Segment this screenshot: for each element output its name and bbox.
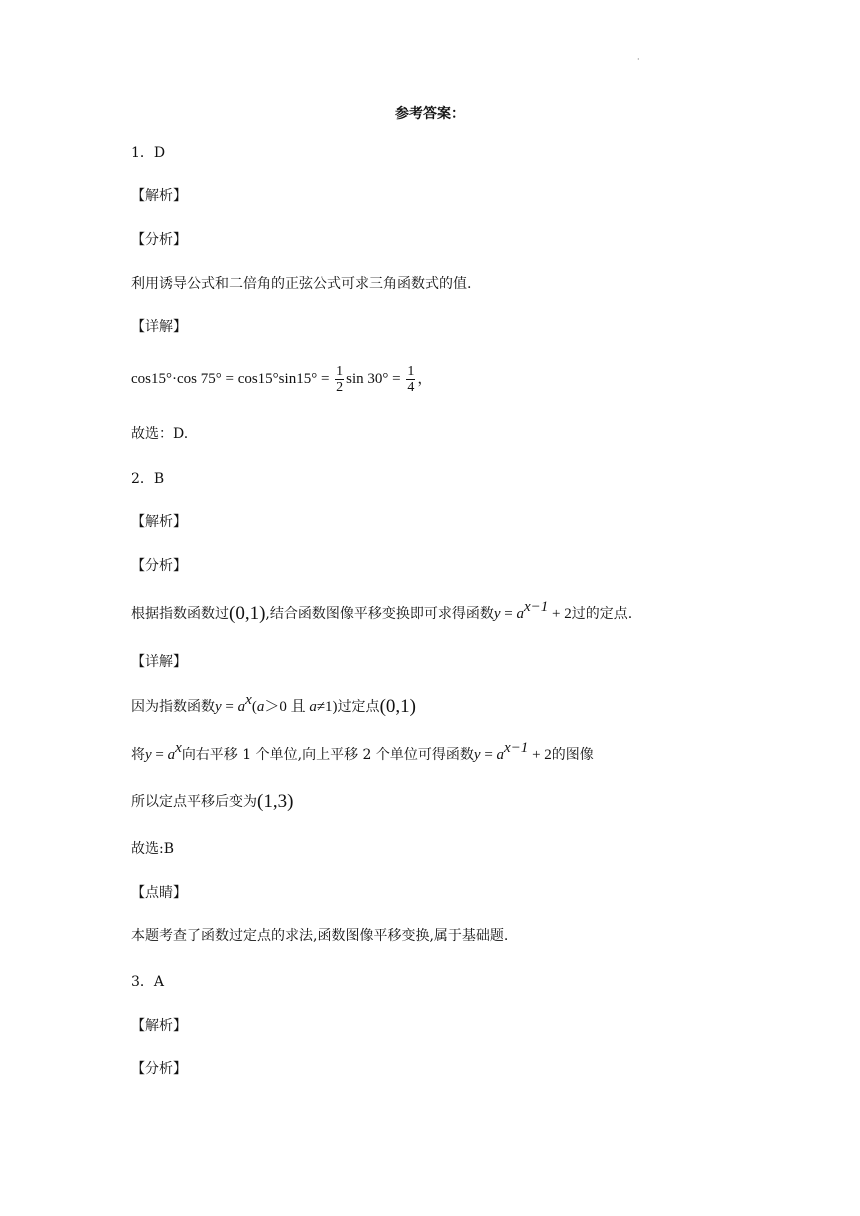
q2-fenxi-text xyxy=(131,599,633,624)
q2-answer: 故选:B xyxy=(131,841,175,857)
q3-fenxi-label: 【分析】 xyxy=(131,1061,187,1077)
q2-xiangjie-label: 【详解】 xyxy=(131,654,187,670)
q1-formula-part1: cos15°·cos 75° = cos15°sin15° = xyxy=(131,370,334,387)
q2-fenxi-eq: = xyxy=(500,606,517,622)
q2-dianjing-text: 本题考查了函数过定点的求法,函数图像平移变换,属于基础题. xyxy=(131,928,509,944)
q2-fenxi-point: (0,1) xyxy=(229,603,266,624)
q2-fenxi-exponent: x−1 xyxy=(524,599,549,615)
q1-formula-tail: ， xyxy=(417,370,433,387)
q1-frac1-denominator: 2 xyxy=(336,380,344,395)
q2-line1-eq: = xyxy=(221,699,238,715)
q1-number: 1．D xyxy=(131,145,166,161)
q2-line2-eq: = xyxy=(151,747,168,763)
q1-fraction-half xyxy=(335,364,344,395)
q3-number: 3．A xyxy=(131,974,165,990)
q2-line2-text-c: 的图像 xyxy=(551,747,594,763)
q2-detail-line1 xyxy=(131,692,416,717)
q2-line2-y: y xyxy=(145,747,152,763)
q2-line1-point: (0,1) xyxy=(379,696,416,717)
q2-fenxi-base: a xyxy=(516,606,524,622)
q2-line1-cond-a: a xyxy=(256,699,265,715)
page-title: 参考答案： xyxy=(395,106,465,122)
q1-jiexi-label: 【解析】 xyxy=(131,188,187,204)
q2-jiexi-label: 【解析】 xyxy=(131,514,187,530)
page-dot: · xyxy=(637,55,640,64)
q2-fenxi-part-a: 根据指数函数过 xyxy=(131,606,229,622)
q1-frac1-numerator: 1 xyxy=(336,364,344,379)
q1-frac2-denominator: 4 xyxy=(407,380,415,395)
q2-line2-exponent2: x−1 xyxy=(504,740,529,756)
q2-number: 2．B xyxy=(131,471,165,487)
q2-line1-cond-ne: ≠1) xyxy=(316,699,338,715)
q2-line2-y2: y xyxy=(473,747,481,763)
q2-line2-plus: + 2 xyxy=(528,747,552,763)
q1-frac2-numerator: 1 xyxy=(407,364,415,379)
q2-line1-base: a xyxy=(237,699,246,715)
q1-fenxi-label: 【分析】 xyxy=(131,232,187,248)
q2-line3-point: (1,3) xyxy=(257,791,294,812)
q2-line1-cond-open: ( xyxy=(251,699,257,715)
q2-line2-exponent: x xyxy=(175,740,182,756)
q2-line2-text-a: 将 xyxy=(131,747,145,763)
q2-line2-eq2: = xyxy=(480,747,497,763)
q1-formula-part2: sin 30° = xyxy=(346,370,405,387)
q1-xiangjie-label: 【详解】 xyxy=(131,319,187,335)
q2-fenxi-y: y xyxy=(493,606,501,622)
q2-dianjing-label: 【点睛】 xyxy=(131,885,187,901)
q2-fenxi-plus: + 2 xyxy=(548,606,572,622)
q2-fenxi-part-c: 过的定点. xyxy=(571,606,633,622)
q2-line2-base: a xyxy=(167,747,176,763)
q3-jiexi-label: 【解析】 xyxy=(131,1018,187,1034)
q2-line1-text-a: 因为指数函数 xyxy=(131,699,215,715)
q2-detail-line3 xyxy=(131,792,293,812)
q2-detail-line2 xyxy=(131,740,594,765)
q2-line1-cond-a2: a xyxy=(309,699,317,715)
q1-fenxi-text: 利用诱导公式和二倍角的正弦公式可求三角函数式的值. xyxy=(131,276,472,292)
q2-line1-text-b: 过定点 xyxy=(337,699,380,715)
q2-line2-text-b: 向右平移 1 个单位,向上平移 2 个单位可得函数 xyxy=(181,747,474,763)
q2-line2-base2: a xyxy=(496,747,505,763)
q2-line1-cond-gt: ＞0 且 xyxy=(264,699,310,715)
q2-fenxi-label: 【分析】 xyxy=(131,558,187,574)
q2-line3-text: 所以定点平移后变为 xyxy=(131,794,257,810)
q1-formula xyxy=(131,364,432,395)
q1-answer: 故选：D. xyxy=(131,426,189,442)
q2-fenxi-part-b: ,结合函数图像平移变换即可求得函数 xyxy=(265,606,494,622)
q1-fraction-quarter xyxy=(406,364,415,395)
q2-line1-exponent: x xyxy=(245,692,252,708)
q2-line1-y: y xyxy=(215,699,222,715)
